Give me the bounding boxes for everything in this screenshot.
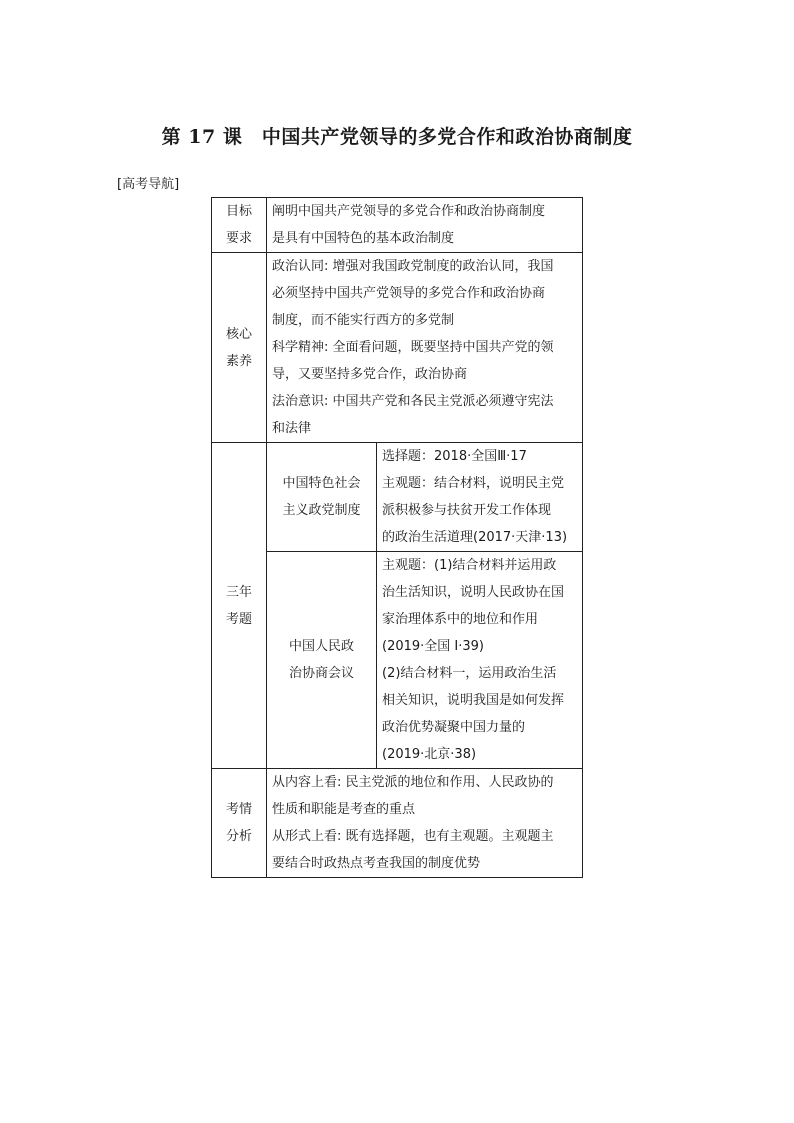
exam-item-line: (2019·北京·38) bbox=[382, 747, 477, 762]
goal-header-cell bbox=[212, 198, 267, 253]
exam-item-line: 治生活知识，说明人民政协在国 bbox=[382, 585, 565, 600]
literacy-text-line: 法治意识: 中国共产党和各民主党派必须遵守宪法 bbox=[272, 394, 554, 409]
exam-topic-cell bbox=[267, 443, 377, 552]
analysis-content-cell bbox=[267, 769, 583, 878]
literacy-content-cell bbox=[267, 253, 583, 443]
goal-text-line: 是具有中国特色的基本政治制度 bbox=[272, 231, 455, 246]
exam-item-line: 政治优势凝聚中国力量的 bbox=[382, 720, 526, 735]
table-row-goal bbox=[212, 198, 583, 253]
exam-item-line: 的政治生活道理(2017·天津·13) bbox=[382, 530, 568, 545]
exam-guide-table bbox=[211, 197, 583, 878]
literacy-text-line: 制度，而不能实行西方的多党制 bbox=[272, 313, 455, 328]
literacy-text-line: 必须坚持中国共产党领导的多党合作和政治协商 bbox=[272, 286, 546, 301]
table-row-exam-1 bbox=[212, 443, 583, 552]
analysis-header-line: 分析 bbox=[225, 829, 252, 844]
goal-header-line: 要求 bbox=[225, 231, 252, 246]
exam-header-cell bbox=[212, 443, 267, 769]
exam-item-line: 家治理体系中的地位和作用 bbox=[382, 612, 539, 627]
exam-item-line: 相关知识，说明我国是如何发挥 bbox=[382, 693, 565, 708]
exam-topic-line: 主义政党制度 bbox=[282, 503, 361, 518]
exam-item-line: (2019·全国 Ⅰ·39) bbox=[382, 639, 485, 654]
literacy-text-line: 和法律 bbox=[272, 421, 312, 436]
literacy-text-line: 导，又要坚持多党合作，政治协商 bbox=[272, 367, 468, 382]
exam-item-line: 选择题：2018·全国Ⅲ·17 bbox=[382, 449, 527, 464]
exam-topic-cell bbox=[267, 552, 377, 769]
analysis-header-line: 考情 bbox=[225, 802, 252, 817]
literacy-text-line: 科学精神: 全面看问题，既要坚持中国共产党的领 bbox=[272, 340, 554, 355]
analysis-text-line: 从内容上看: 民主党派的地位和作用、人民政协的 bbox=[272, 775, 554, 790]
goal-text-line: 阐明中国共产党领导的多党合作和政治协商制度 bbox=[272, 204, 546, 219]
literacy-header-cell bbox=[212, 253, 267, 443]
exam-topic-line: 治协商会议 bbox=[288, 666, 354, 681]
exam-topic-line: 中国人民政 bbox=[288, 639, 354, 654]
analysis-text-line: 要结合时政热点考查我国的制度优势 bbox=[272, 856, 481, 871]
analysis-header-cell bbox=[212, 769, 267, 878]
analysis-text-line: 从形式上看: 既有选择题，也有主观题。主观题主 bbox=[272, 829, 554, 844]
goal-header-line: 目标 bbox=[225, 204, 252, 219]
table-row-exam-2 bbox=[212, 552, 583, 769]
analysis-text-line: 性质和职能是考查的重点 bbox=[272, 802, 416, 817]
goal-content-cell bbox=[267, 198, 583, 253]
exam-item-line: 主观题：结合材料，说明民主党 bbox=[382, 476, 565, 491]
exam-items-cell bbox=[377, 443, 583, 552]
table-row-literacy bbox=[212, 253, 583, 443]
exam-items-cell bbox=[377, 552, 583, 769]
exam-item-line: 主观题：(1)结合材料并运用政 bbox=[382, 558, 557, 573]
exam-header-line: 三年 bbox=[225, 584, 252, 600]
exam-topic-line: 中国特色社会 bbox=[282, 476, 361, 491]
table-row-analysis bbox=[212, 769, 583, 878]
exam-header-line: 考题 bbox=[225, 611, 252, 627]
literacy-header-line: 核心 bbox=[225, 326, 252, 342]
exam-item-line: 派积极参与扶贫开发工作体现 bbox=[382, 503, 552, 518]
exam-item-line: (2)结合材料一，运用政治生活 bbox=[382, 666, 557, 681]
literacy-header-line: 素养 bbox=[225, 353, 252, 369]
page-title: 第 17 课 中国共产党领导的多党合作和政治协商制度 bbox=[161, 126, 633, 148]
literacy-text-line: 政治认同: 增强对我国政党制度的政治认同，我国 bbox=[272, 259, 554, 274]
section-label: [高考导航] bbox=[117, 177, 180, 192]
